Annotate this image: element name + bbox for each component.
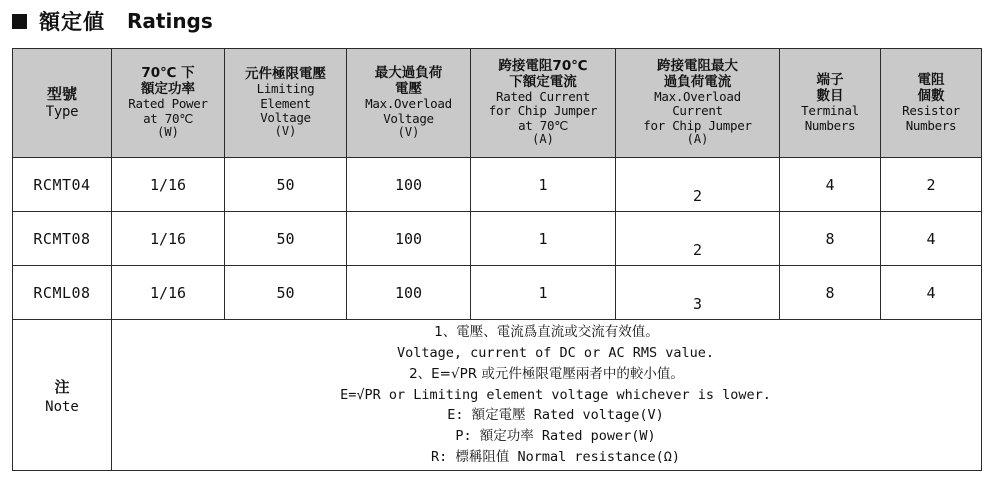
col-header-rated-power-en2: at 70℃ xyxy=(143,110,193,126)
cell-type: RCML08 xyxy=(13,266,112,320)
col-header-overload-voltage-en2: Voltage xyxy=(383,110,434,126)
col-header-resistor-numbers-en2: Numbers xyxy=(905,117,957,133)
col-header-terminal-numbers-en1: Terminal xyxy=(801,103,859,119)
col-header-rated-power-en1: Rated Power xyxy=(128,96,208,112)
col-header-overload-voltage-en1: Max.Overload xyxy=(365,96,452,112)
col-header-type-cn: 型號 xyxy=(46,85,77,104)
cell-jumper-overload-current: 2 xyxy=(616,212,780,266)
col-header-jumper-rated-current-cn1: 跨接電阻70℃ xyxy=(498,58,588,75)
col-header-resistor-numbers-cn2: 個數 xyxy=(917,87,945,104)
col-header-limiting-voltage-en1: Limiting xyxy=(256,81,315,97)
note-line-1: 1、電壓、電流爲直流或交流有效值。 xyxy=(434,323,659,340)
cell-rated-power: 1/16 xyxy=(112,212,225,266)
note-line-7: R: 標稱阻值 Normal resistance(Ω) xyxy=(430,449,681,466)
col-header-jumper-rated-current-cn2: 下額定電流 xyxy=(509,73,577,90)
note-label xyxy=(13,320,112,471)
note-line-6: P: 額定功率 Rated power(W) xyxy=(455,428,656,445)
col-header-resistor-numbers xyxy=(881,49,982,158)
col-header-jumper-overload-current-en1: Max.Overload xyxy=(654,89,741,105)
col-header-jumper-overload-current-en3: for Chip Jumper xyxy=(643,117,752,133)
col-header-terminal-numbers-cn1: 端子 xyxy=(816,72,844,89)
cell-rated-power: 1/16 xyxy=(112,266,225,320)
note-label-en: Note xyxy=(45,398,79,415)
cell-type: RCMT04 xyxy=(13,158,112,212)
cell-jumper-rated-current: 1 xyxy=(471,266,616,320)
cell-jumper-rated-current: 1 xyxy=(471,158,616,212)
col-header-jumper-overload-current-cn1: 跨接電阻最大 xyxy=(657,58,738,75)
col-header-limiting-voltage-en2: Element xyxy=(260,95,311,111)
cell-resistor-numbers: 4 xyxy=(881,212,982,266)
col-header-terminal-numbers-en2: Numbers xyxy=(804,117,856,133)
cell-overload-voltage: 100 xyxy=(347,266,471,320)
note-line-5: E: 額定電壓 Rated voltage(V) xyxy=(447,407,664,424)
col-header-jumper-overload-current xyxy=(616,49,780,158)
cell-resistor-numbers: 2 xyxy=(881,158,982,212)
table-row xyxy=(13,266,982,320)
header-row xyxy=(13,49,982,158)
col-header-type xyxy=(13,49,112,158)
col-header-overload-voltage-cn2: 電壓 xyxy=(395,80,422,97)
cell-resistor-numbers: 4 xyxy=(881,266,982,320)
note-line-3: 2、E=√PR 或元件極限電壓兩者中的較小值。 xyxy=(409,365,684,382)
note-line-4: E=√PR or Limiting element voltage whichever is lower. xyxy=(340,386,771,403)
col-header-jumper-overload-current-en2: Current xyxy=(672,103,723,119)
note-line-2: Voltage, current of DC or AC RMS value. xyxy=(397,344,714,361)
col-header-terminal-numbers-cn2: 數目 xyxy=(816,87,844,104)
black-square-bullet-icon xyxy=(12,14,27,29)
cell-limiting-voltage: 50 xyxy=(225,266,347,320)
col-header-jumper-rated-current-unit: (A) xyxy=(532,132,554,147)
table-row xyxy=(13,158,982,212)
table-row xyxy=(13,212,982,266)
cell-rated-power: 1/16 xyxy=(112,158,225,212)
col-header-rated-power xyxy=(112,49,225,158)
col-header-jumper-rated-current-en2: for Chip Jumper xyxy=(488,103,598,119)
table-header xyxy=(13,49,982,158)
cell-limiting-voltage: 50 xyxy=(225,212,347,266)
page-title-en: Ratings xyxy=(127,9,213,33)
table-body xyxy=(13,158,982,471)
col-header-rated-power-cn2: 額定功率 xyxy=(141,80,195,97)
col-header-overload-voltage-unit: (V) xyxy=(397,124,420,139)
col-header-limiting-voltage xyxy=(225,49,347,158)
col-header-jumper-rated-current-en1: Rated Current xyxy=(496,89,590,105)
col-header-terminal-numbers xyxy=(780,49,881,158)
col-header-jumper-overload-current-unit: (A) xyxy=(686,132,709,147)
col-header-resistor-numbers-en1: Resistor xyxy=(902,103,960,119)
note-row xyxy=(13,320,982,471)
cell-terminal-numbers: 4 xyxy=(780,158,881,212)
col-header-limiting-voltage-cn1: 元件極限電壓 xyxy=(245,65,326,82)
cell-jumper-rated-current: 1 xyxy=(471,212,616,266)
col-header-limiting-voltage-en3: Voltage xyxy=(260,110,311,126)
cell-type: RCMT08 xyxy=(13,212,112,266)
note-body xyxy=(112,320,982,471)
cell-jumper-overload-current: 3 xyxy=(616,266,780,320)
cell-overload-voltage: 100 xyxy=(347,212,471,266)
cell-jumper-overload-current: 2 xyxy=(616,158,780,212)
cell-terminal-numbers: 8 xyxy=(780,212,881,266)
col-header-overload-voltage-cn1: 最大過負荷 xyxy=(374,65,443,82)
cell-overload-voltage: 100 xyxy=(347,158,471,212)
page-title-cn: 額定値 xyxy=(39,10,105,34)
col-header-resistor-numbers-cn1: 電阻 xyxy=(917,72,945,89)
col-header-jumper-rated-current xyxy=(471,49,616,158)
col-header-overload-voltage xyxy=(347,49,471,158)
cell-terminal-numbers: 8 xyxy=(780,266,881,320)
col-header-limiting-voltage-unit: (V) xyxy=(274,124,297,139)
page-title xyxy=(12,6,213,36)
ratings-table xyxy=(12,48,982,471)
col-header-rated-power-unit: (W) xyxy=(157,124,179,139)
col-header-jumper-rated-current-en3: at 70℃ xyxy=(518,117,568,133)
cell-limiting-voltage: 50 xyxy=(225,158,347,212)
col-header-rated-power-cn1: 70℃ 下 xyxy=(141,65,195,82)
note-label-cn: 注 xyxy=(54,377,70,396)
col-header-jumper-overload-current-cn2: 過負荷電流 xyxy=(663,73,732,90)
col-header-type-en: Type xyxy=(45,103,79,120)
